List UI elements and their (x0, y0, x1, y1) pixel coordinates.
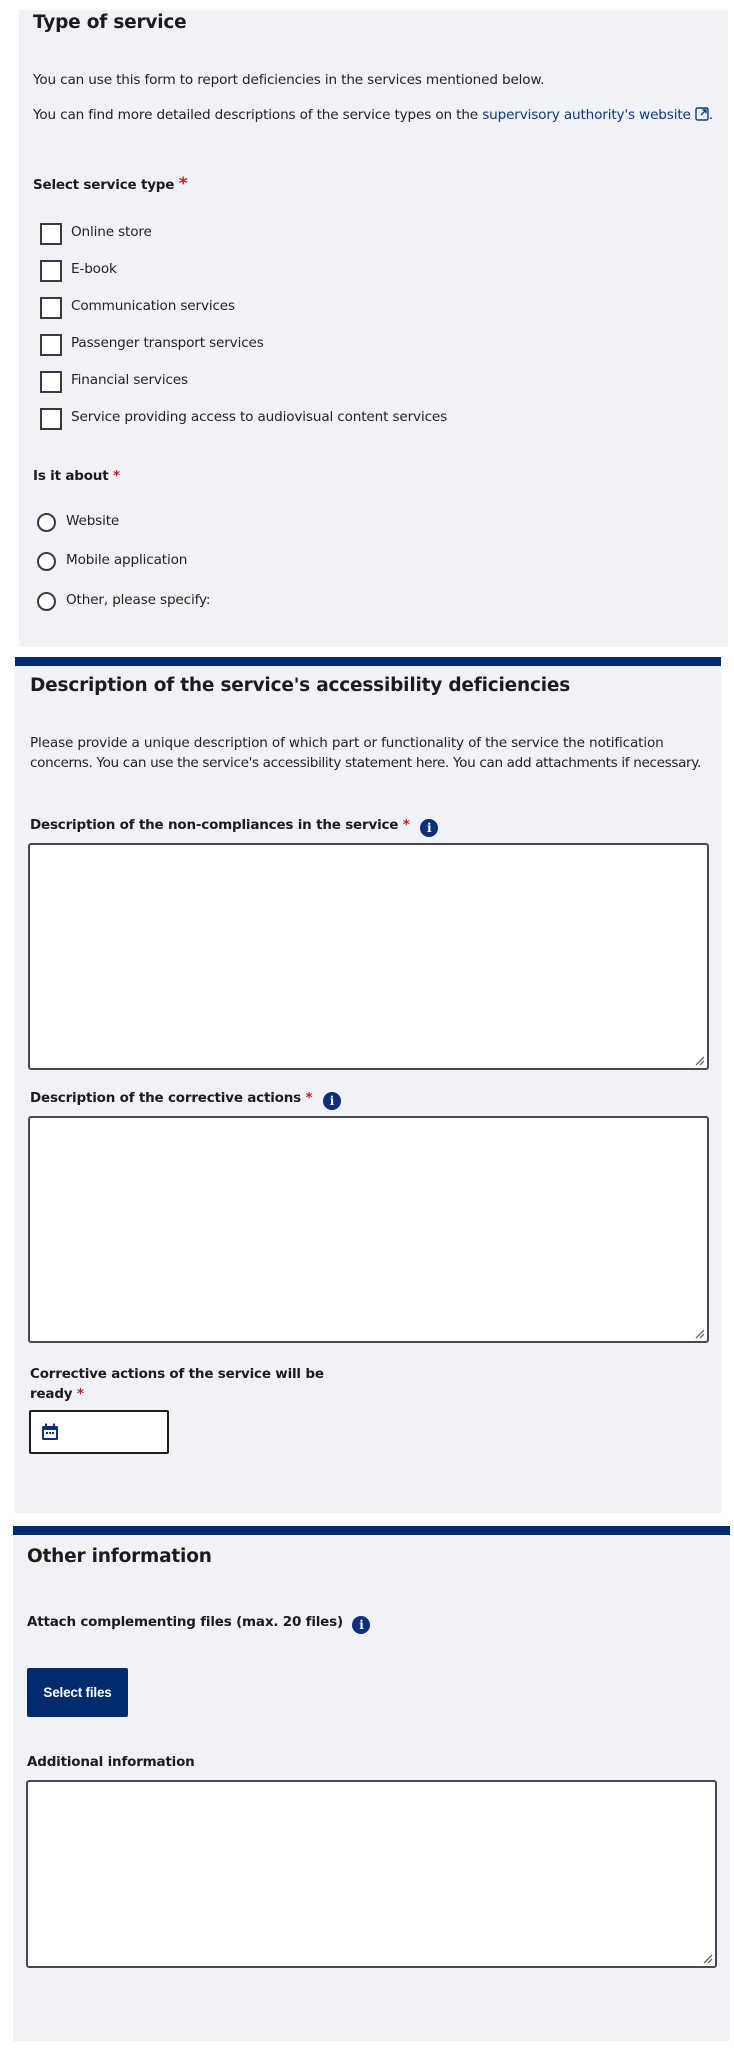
additional-information-label: Additional information (27, 1754, 195, 1770)
radio-label[interactable]: Website (66, 513, 120, 529)
select-files-button[interactable]: Select files (27, 1668, 128, 1717)
ready-date-input[interactable] (29, 1410, 169, 1454)
section-title-other-information: Other information (27, 1546, 212, 1567)
checkbox[interactable] (40, 408, 62, 430)
attach-files-label-text: Attach complementing files (max. 20 files) (27, 1614, 343, 1630)
radio-label[interactable]: Other, please specify: (66, 592, 211, 608)
corrective-actions-label-text: Description of the corrective actions (30, 1090, 301, 1106)
ready-date-label-line-2-wrap (30, 1384, 324, 1404)
required-asterisk: * (76, 1386, 84, 1402)
checkbox[interactable] (40, 334, 62, 356)
more-info-suffix: . (708, 107, 713, 123)
radio-label[interactable]: Mobile application (66, 552, 188, 568)
checkbox-label[interactable]: E-book (71, 261, 117, 277)
external-link-icon (695, 107, 709, 121)
required-asterisk: * (178, 174, 188, 194)
checkbox[interactable] (40, 297, 62, 319)
checkbox-label[interactable]: Passenger transport services (71, 335, 264, 351)
resize-handle-icon[interactable] (693, 1327, 705, 1339)
checkbox[interactable] (40, 260, 62, 282)
type-of-service-section (19, 10, 728, 647)
noncompliance-label-text: Description of the non-compliances in the service (30, 817, 399, 833)
checkbox-label[interactable]: Communication services (71, 298, 235, 314)
resize-handle-icon[interactable] (693, 1054, 705, 1066)
is-it-about-label-text: Is it about (33, 468, 109, 484)
intro-text: You can use this form to report deficiencies in the services mentioned below. (33, 72, 545, 88)
radio-button[interactable] (37, 513, 56, 532)
section-title-deficiencies: Description of the service's accessibility deficiencies (30, 675, 571, 696)
required-asterisk: * (112, 468, 120, 484)
info-icon[interactable]: i (323, 1092, 341, 1110)
noncompliance-textarea[interactable] (28, 843, 709, 1070)
corrective-actions-textarea[interactable] (28, 1116, 709, 1343)
checkbox[interactable] (40, 371, 62, 393)
noncompliance-label (30, 817, 438, 837)
ready-date-label-line-1: Corrective actions of the service will be (30, 1366, 324, 1382)
attach-files-label (27, 1614, 370, 1634)
additional-information-textarea[interactable] (26, 1780, 717, 1968)
required-asterisk: * (402, 817, 410, 833)
deficiencies-section (15, 657, 721, 1513)
required-asterisk: * (305, 1090, 313, 1106)
more-info-prefix: You can find more detailed descriptions of the service types on the (33, 107, 483, 123)
checkbox-label[interactable]: Financial services (71, 372, 188, 388)
deficiencies-intro-line-1: Please provide a unique description of which part or functionality of the service the notification (30, 735, 664, 751)
service-type-label-text: Select service type (33, 177, 175, 193)
service-type-label (33, 174, 187, 194)
resize-handle-icon[interactable] (701, 1952, 713, 1964)
section-accent-bar (15, 657, 721, 666)
checkbox-label[interactable]: Online store (71, 224, 152, 240)
section-accent-bar (13, 1526, 730, 1535)
calendar-icon[interactable] (41, 1423, 59, 1441)
section-title-type-of-service: Type of service (33, 12, 187, 33)
other-information-section (13, 1526, 730, 2041)
more-info-text (33, 107, 713, 123)
info-icon[interactable]: i (420, 819, 438, 837)
checkbox[interactable] (40, 223, 62, 245)
checkbox-label[interactable]: Service providing access to audiovisual content services (71, 409, 448, 425)
ready-date-label-line-2: ready (30, 1386, 73, 1402)
info-icon[interactable]: i (352, 1616, 370, 1634)
radio-button[interactable] (37, 592, 56, 611)
supervisory-authority-link-text: supervisory authority's website (482, 107, 691, 123)
radio-button[interactable] (37, 552, 56, 571)
is-it-about-label (33, 468, 120, 484)
supervisory-authority-link[interactable] (482, 107, 709, 123)
deficiencies-intro-line-2: concerns. You can use the service's accessibility statement here. You can add attachments if necessary. (30, 755, 702, 771)
ready-date-label (30, 1364, 324, 1404)
corrective-actions-label (30, 1090, 341, 1110)
